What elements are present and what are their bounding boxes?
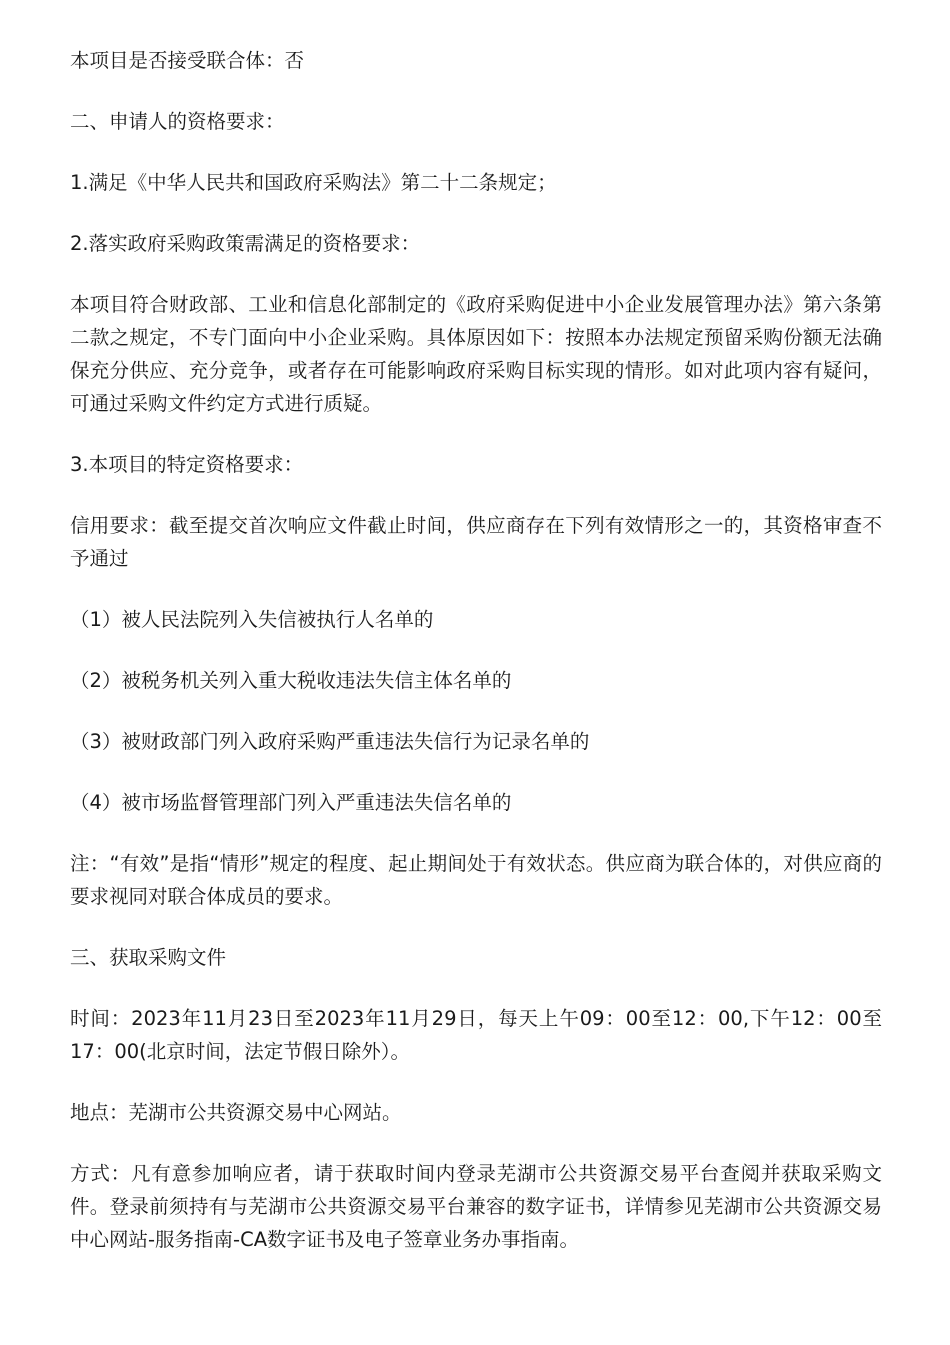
section-heading-qualifications: 二、申请人的资格要求： <box>70 110 285 133</box>
policy-explanation: 本项目符合财政部、工业和信息化部制定的《政府采购促进中小企业发展管理办法》第六条第二款之规定，不专门面向中小企业采购。具体原因如下：按照本办法规定预留采购份额无法确保充分供应、充分竞争，或者存在可能影响政府采购目标实现的情形。如对此项内容有疑问，可通过采购文件约定方式进行质疑。 <box>70 293 882 415</box>
credit-item-2: （2）被税务机关列入重大税收违法失信主体名单的 <box>70 669 512 692</box>
requirement-1: 1.满足《中华人民共和国政府采购法》第二十二条规定； <box>70 171 557 194</box>
section-heading-obtain-documents: 三、获取采购文件 <box>70 946 227 969</box>
obtain-location: 地点：芜湖市公共资源交易中心网站。 <box>70 1101 402 1124</box>
requirement-3: 3.本项目的特定资格要求： <box>70 453 304 476</box>
credit-requirement: 信用要求：截至提交首次响应文件截止时间，供应商存在下列有效情形之一的，其资格审查不予通过 <box>70 514 882 570</box>
credit-item-3: （3）被财政部门列入政府采购严重违法失信行为记录名单的 <box>70 730 590 753</box>
obtain-method: 方式：凡有意参加响应者，请于获取时间内登录芜湖市公共资源交易平台查阅并获取采购文件。登录前须持有与芜湖市公共资源交易平台兼容的数字证书，详情参见芜湖市公共资源交易中心网站-服务指南-CA数字证书及电子签章业务办事指南。 <box>70 1162 882 1251</box>
credit-item-4: （4）被市场监督管理部门列入严重违法失信名单的 <box>70 791 512 814</box>
note-paragraph: 注：“有效”是指“情形”规定的程度、起止期间处于有效状态。供应商为联合体的，对供应商的要求视同对联合体成员的要求。 <box>70 852 882 908</box>
consortium-acceptance: 本项目是否接受联合体：否 <box>70 49 305 72</box>
requirement-2: 2.落实政府采购政策需满足的资格要求： <box>70 232 421 255</box>
obtain-time: 时间：2023年11月23日至2023年11月29日，每天上午09：00至12：00,下午12：00至17：00(北京时间，法定节假日除外）。 <box>70 1007 882 1063</box>
credit-item-1: （1）被人民法院列入失信被执行人名单的 <box>70 608 434 631</box>
document-body <box>70 44 882 1284</box>
